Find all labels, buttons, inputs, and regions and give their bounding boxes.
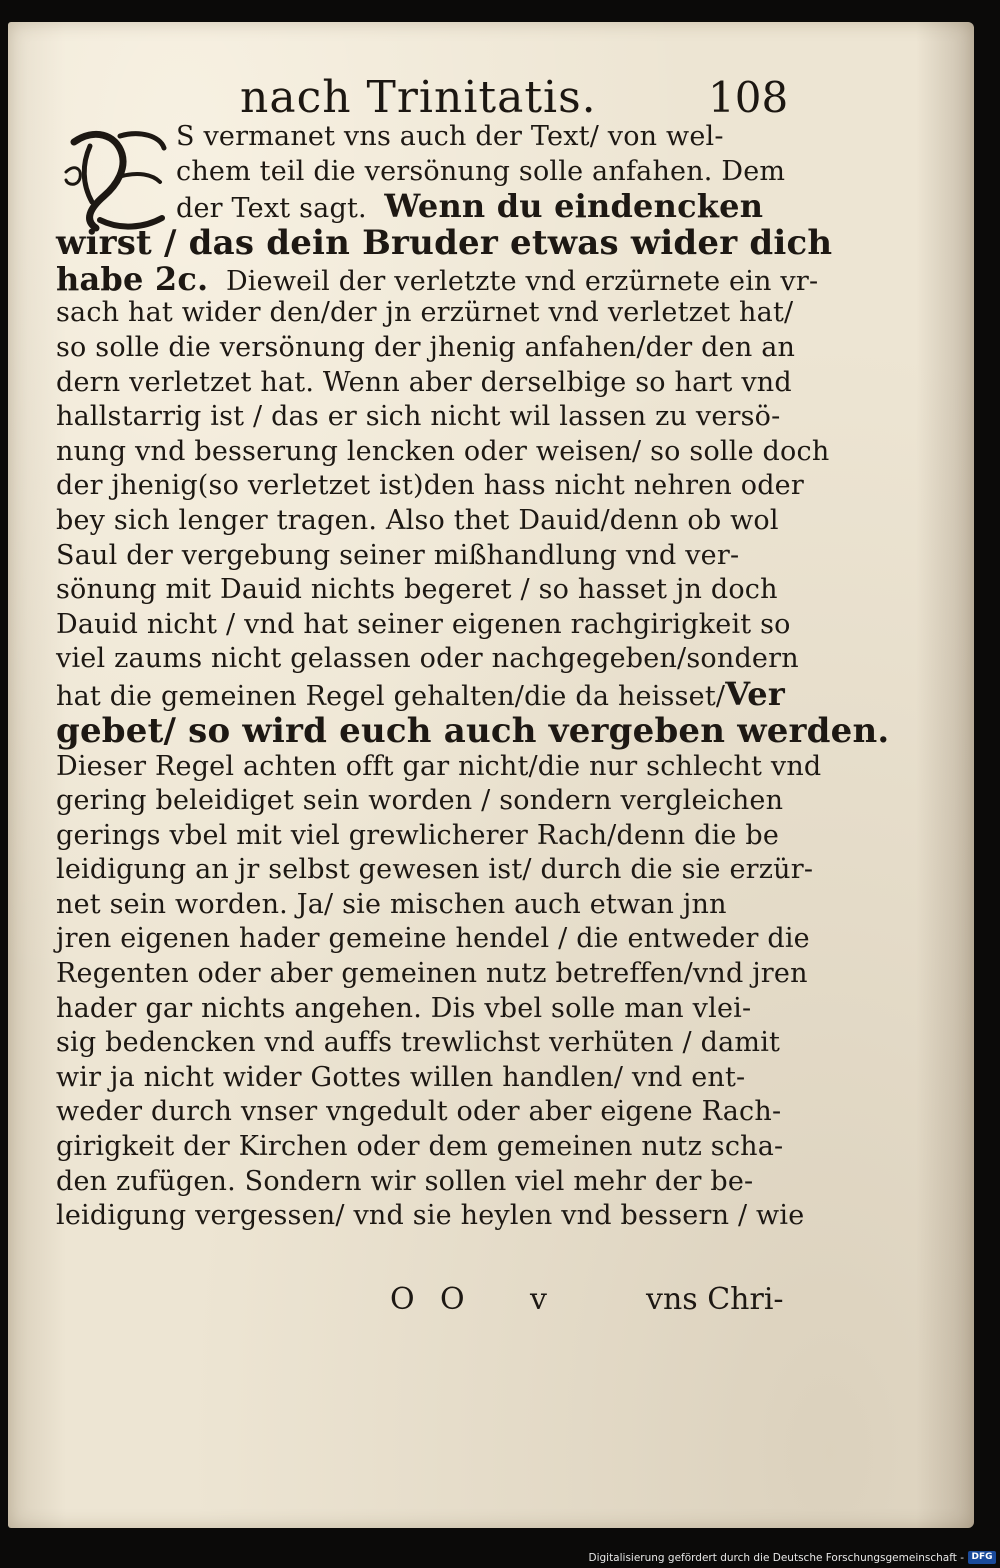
signature-mark: v [530,1282,547,1317]
text-line: girigkeit der Kirchen oder dem gemeinen nutz scha- [56,1131,784,1163]
text-line: Regenten oder aber gemeinen nutz betreffen/vnd jren [56,958,808,990]
running-title: nach Trinitatis. [240,72,597,123]
text-segment: der Text sagt. [176,193,367,225]
text-line: den zufügen. Sondern wir sollen viel mehr der be- [56,1165,754,1197]
text-line: weder durch vnser vngedult oder aber eigene Rach- [56,1096,782,1128]
text-line: wirst / das dein Bruder etwas wider dich [56,222,833,263]
text-line: net sein worden. Ja/ sie mischen auch etwan jnn [56,888,727,920]
text-line: bey sich lenger tragen. Also thet Dauid/denn ob wol [56,504,779,536]
digitization-credit: Digitalisierung gefördert durch die Deutsche Forschungsgemeinschaft - [588,1552,964,1564]
text-line [56,189,776,224]
text-line: leidigung an jr selbst gewesen ist/ durch die sie erzür- [56,854,814,886]
text-line: gering beleidiget sein worden / sondern vergleichen [56,785,784,817]
text-segment: hat die gemeinen Regel gehalten/die da heisset/ [56,680,726,712]
text-line: wir ja nicht wider Gottes willen handlen/ vnd ent- [56,1061,746,1093]
text-line: jren eigenen hader gemeine hendel / die entweder die [56,923,810,955]
text-line: sach hat wider den/der jn erzürnet vnd verletzet hat/ [56,297,794,329]
text-segment: Dieweil der verletzte vnd erzürnete ein vr- [225,265,819,297]
text-line: Dauid nicht / vnd hat seiner eigenen rachgirigkeit so [56,608,791,640]
text-line: S vermanet vns auch der Text/ von wel- [176,121,724,152]
text-line: der jhenig(so verletzet ist)den hass nicht nehren oder [56,470,804,502]
text-line: leidigung vergessen/ vnd sie heylen vnd bessern / wie [56,1200,805,1232]
catchword: vns Chri- [646,1282,784,1317]
page-header [8,68,974,128]
text-line: so solle die versönung der jhenig anfahen/der den an [56,331,796,363]
text-line: gebet/ so wird euch auch vergeben werden. [56,710,890,751]
emphasis-text: Wenn du eindencken [384,187,764,226]
signature-mark: O [440,1282,465,1317]
text-line: sig bedencken vnd auffs trewlichst verhüten / damit [56,1027,781,1059]
text-line: Dieser Regel achten offt gar nicht/die nur schlecht vnd [56,750,822,782]
signature-line [390,1280,790,1320]
signature-mark: O [390,1282,415,1317]
text-line: hallstarrig ist / das er sich nicht wil lassen zu versö- [56,401,781,433]
text-line: Saul der vergebung seiner mißhandlung vnd ver- [56,539,740,571]
text-line: chem teil die versönung solle anfahen. Dem [176,155,786,187]
emphasis-text: habe 2c. [56,259,209,298]
text-line: sönung mit Dauid nichts begeret / so hasset jn doch [56,574,778,606]
text-line [56,674,785,713]
text-line [56,259,819,298]
emphasis-text: Ver [725,674,785,713]
page-number: 108 [708,73,789,122]
dfg-logo: DFG [968,1551,996,1564]
body-text [56,120,890,1234]
text-line: nung vnd besserung lencken oder weisen/ so solle doch [56,435,830,467]
text-line: dern verletzet hat. Wenn aber derselbige so hart vnd [56,366,792,398]
text-line: hader gar nichts angehen. Dis vbel solle man vlei- [56,992,752,1024]
text-line: gerings vbel mit viel grewlicherer Rach/denn die be [56,819,780,851]
text-line: viel zaums nicht gelassen oder nachgegeben/sondern [56,643,799,675]
